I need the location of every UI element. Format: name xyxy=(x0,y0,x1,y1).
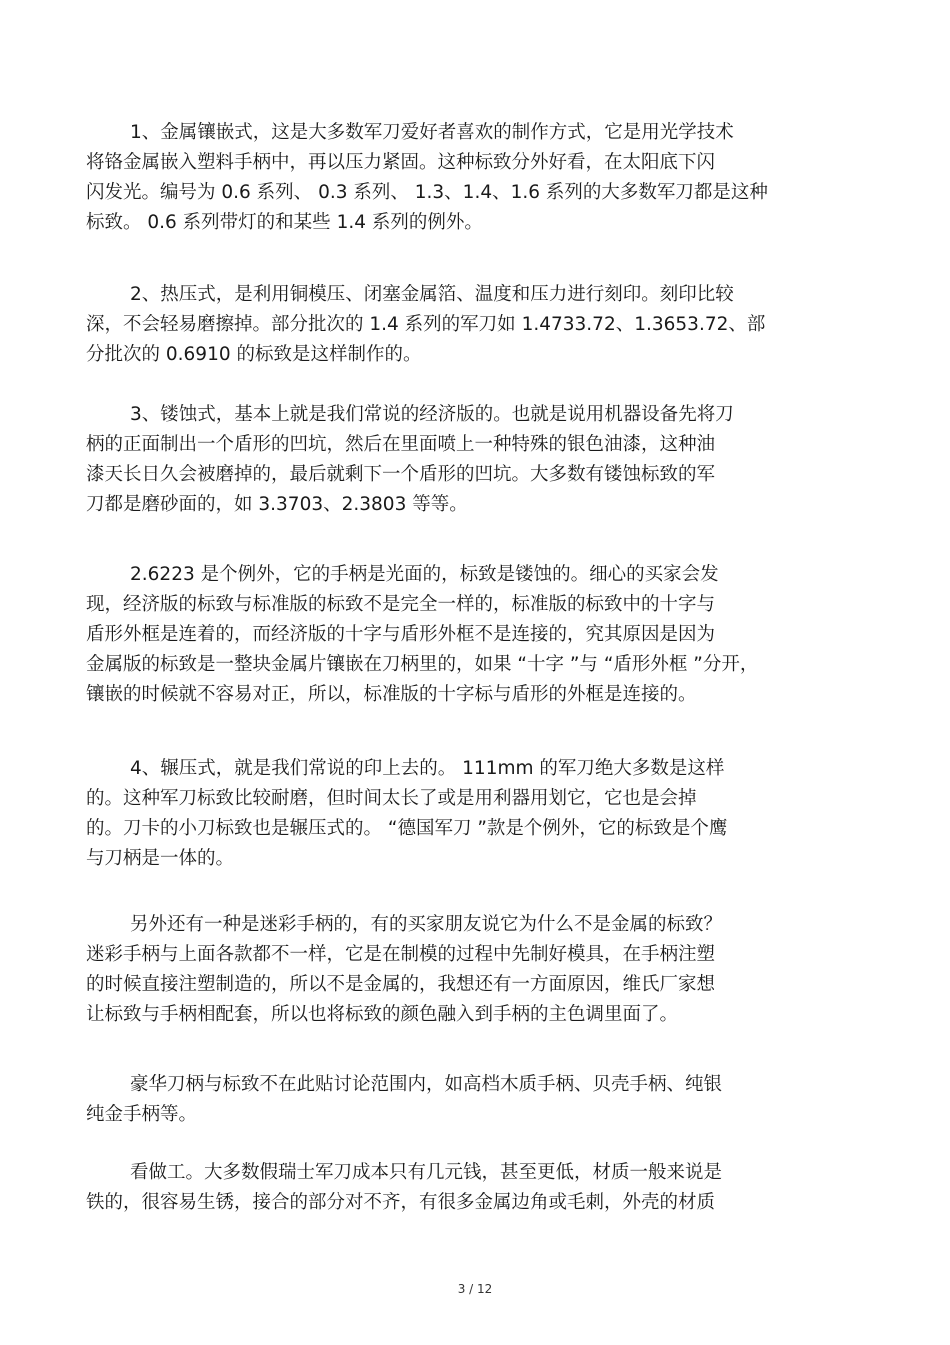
paragraph-line: 漆天长日久会被磨掉的，最后就剩下一个盾形的凹坑。大多数有镂蚀标致的军 xyxy=(86,464,716,485)
paragraph-line: 深，不会轻易磨擦掉。部分批次的 1.4 系列的军刀如 1.4733.72、1.3653.72、部 xyxy=(86,314,766,335)
paragraph-line: 1、金属镶嵌式，这是大多数军刀爱好者喜欢的制作方式，它是用光学技术 xyxy=(130,122,734,143)
page-number: 3 / 12 xyxy=(457,1282,493,1296)
paragraph-line: 金属版的标致是一整块金属片镶嵌在刀柄里的，如果 “十字 ”与 “盾形外框 ”分开， xyxy=(86,654,759,675)
paragraph-line: 现，经济版的标致与标准版的标致不是完全一样的，标准版的标致中的十字与 xyxy=(86,594,716,615)
paragraph-line: 2、热压式，是利用铜模压、闭塞金属箔、温度和压力进行刻印。刻印比较 xyxy=(130,284,734,305)
paragraph-line: 盾形外框是连着的，而经济版的十字与盾形外框不是连接的，究其原因是因为 xyxy=(86,624,716,645)
paragraph-line: 另外还有一种是迷彩手柄的，有的买家朋友说它为什么不是金属的标致？ xyxy=(130,914,723,935)
paragraph-line: 的。这种军刀标致比较耐磨，但时间太长了或是用利器用划它，它也是会掉 xyxy=(86,788,697,809)
paragraph-exception-2-6223 xyxy=(86,560,866,710)
paragraph-line: 纯金手柄等。 xyxy=(86,1104,198,1125)
paragraph-hot-stamping xyxy=(86,280,866,370)
paragraph-line: 柄的正面制出一个盾形的凹坑，然后在里面喷上一种特殊的银色油漆，这种油 xyxy=(86,434,716,455)
paragraph-workmanship xyxy=(86,1158,866,1218)
paragraph-line: 标致。 0.6 系列带灯的和某些 1.4 系列的例外。 xyxy=(86,212,483,233)
paragraph-line: 4、辗压式，就是我们常说的印上去的。 111mm 的军刀绝大多数是这样 xyxy=(130,758,725,779)
paragraph-line: 将铬金属嵌入塑料手柄中，再以压力紧固。这种标致分外好看，在太阳底下闪 xyxy=(86,152,716,173)
paragraph-metal-inlay xyxy=(86,118,866,238)
paragraph-line: 3、镂蚀式，基本上就是我们常说的经济版的。也就是说用机器设备先将刀 xyxy=(130,404,734,425)
paragraph-camouflage-handle xyxy=(86,910,866,1030)
paragraph-luxury-handles xyxy=(86,1070,866,1130)
paragraph-line: 2.6223 是个例外，它的手柄是光面的，标致是镂蚀的。细心的买家会发 xyxy=(130,564,719,585)
paragraph-line: 镶嵌的时候就不容易对正，所以，标准版的十字标与盾形的外框是连接的。 xyxy=(86,684,697,705)
paragraph-line: 迷彩手柄与上面各款都不一样，它是在制模的过程中先制好模具，在手柄注塑 xyxy=(86,944,716,965)
paragraph-line: 与刀柄是一体的。 xyxy=(86,848,235,869)
paragraph-line: 闪发光。编号为 0.6 系列、 0.3 系列、 1.3、1.4、1.6 系列的大多数军刀都是这种 xyxy=(86,182,768,203)
paragraph-line: 看做工。大多数假瑞士军刀成本只有几元钱，甚至更低，材质一般来说是 xyxy=(130,1162,723,1183)
paragraph-etching xyxy=(86,400,866,520)
paragraph-line: 铁的，很容易生锈，接合的部分对不齐，有很多金属边角或毛刺，外壳的材质 xyxy=(86,1192,716,1213)
paragraph-line: 分批次的 0.6910 的标致是这样制作的。 xyxy=(86,344,422,365)
paragraph-line: 的时候直接注塑制造的，所以不是金属的，我想还有一方面原因，维氏厂家想 xyxy=(86,974,716,995)
paragraph-roll-stamping xyxy=(86,754,866,874)
paragraph-line: 让标致与手柄相配套，所以也将标致的颜色融入到手柄的主色调里面了。 xyxy=(86,1004,679,1025)
paragraph-line: 刀都是磨砂面的，如 3.3703、2.3803 等等。 xyxy=(86,494,468,515)
paragraph-line: 的。刀卡的小刀标致也是辗压式的。 “德国军刀 ”款是个例外，它的标致是个鹰 xyxy=(86,818,728,839)
paragraph-line: 豪华刀柄与标致不在此贴讨论范围内，如高档木质手柄、贝壳手柄、纯银 xyxy=(130,1074,723,1095)
